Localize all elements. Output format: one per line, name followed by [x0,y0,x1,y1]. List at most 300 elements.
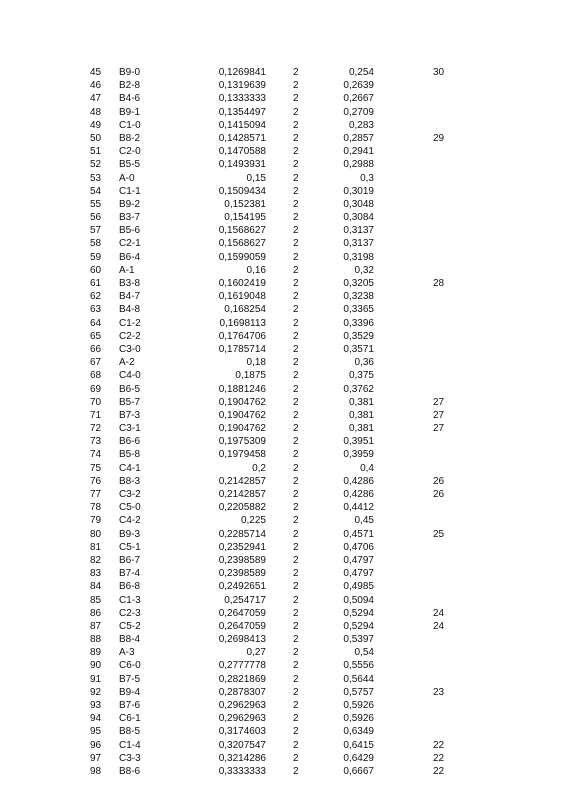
table-row [0,699,566,712]
scaled-value: 0,3529 [343,330,374,342]
data-table [0,66,566,778]
count-value: 2 [293,212,299,224]
item-code: C2-0 [119,146,141,158]
count-value: 2 [293,423,299,435]
scaled-value: 0,5757 [343,686,374,698]
scaled-value: 0,32 [354,264,374,276]
table-row [0,132,566,145]
table-row [0,554,566,567]
row-index: 62 [90,291,102,303]
item-code: C6-0 [119,660,141,672]
scaled-value: 0,5644 [343,673,374,685]
count-value: 2 [293,132,299,144]
table-row [0,145,566,158]
row-index: 48 [90,106,102,118]
item-code: B9-0 [119,67,141,78]
count-value: 2 [293,502,299,514]
row-index: 52 [90,159,102,171]
rank-value: 22 [433,765,445,777]
item-code: B8-4 [119,634,141,646]
ratio-value: 0,3207547 [218,739,266,751]
scaled-value: 0,4797 [343,554,374,566]
ratio-value: 0,1415094 [218,119,266,131]
ratio-value: 0,1904762 [218,409,266,421]
ratio-value: 0,27 [246,647,266,659]
count-value: 2 [293,317,299,329]
count-value: 2 [293,119,299,131]
table-row [0,501,566,514]
table-row [0,712,566,725]
ratio-value: 0,2777778 [218,660,266,672]
item-code: B6-5 [119,383,141,395]
ratio-value: 0,2398589 [218,568,266,580]
item-code: B8-5 [119,726,141,738]
row-index: 70 [90,396,102,408]
row-index: 83 [90,568,102,580]
row-index: 90 [90,660,102,672]
table-row [0,198,566,211]
count-value: 2 [293,383,299,395]
table-row [0,567,566,580]
scaled-value: 0,5397 [343,634,374,646]
ratio-value: 0,1602419 [218,278,266,289]
table-row [0,396,566,409]
row-index: 64 [90,317,102,329]
row-index: 55 [90,198,102,210]
item-code: C1-3 [119,594,141,606]
row-index: 97 [90,752,102,764]
count-value: 2 [293,304,299,316]
scaled-value: 0,4286 [343,489,374,500]
row-index: 84 [90,581,102,593]
item-code: C2-1 [119,238,141,250]
scaled-value: 0,2639 [343,80,374,92]
table-row [0,514,566,527]
ratio-value: 0,1904762 [218,423,266,435]
row-index: 89 [90,647,102,659]
rank-value: 28 [433,278,445,289]
ratio-value: 0,1875 [235,370,266,382]
ratio-value: 0,2285714 [218,528,266,540]
count-value: 2 [293,93,299,105]
item-code: B6-4 [119,251,141,263]
table-row [0,765,566,778]
item-code: B7-6 [119,700,141,711]
table-row [0,725,566,738]
table-row [0,290,566,303]
item-code: C2-2 [119,330,141,342]
table-row [0,580,566,593]
item-code: C1-2 [119,317,141,329]
scaled-value: 0,3365 [343,304,374,316]
table-row [0,211,566,224]
item-code: B4-8 [119,304,141,316]
row-index: 76 [90,475,102,487]
scaled-value: 0,2941 [343,146,374,158]
ratio-value: 0,1470588 [218,146,266,158]
row-index: 87 [90,620,102,632]
scaled-value: 0,3205 [343,278,374,289]
item-code: B3-7 [119,212,141,224]
ratio-value: 0,1619048 [218,291,266,303]
table-row [0,119,566,132]
scaled-value: 0,381 [348,396,374,408]
ratio-value: 0,2647059 [218,607,266,619]
count-value: 2 [293,752,299,764]
ratio-value: 0,15 [246,172,266,184]
count-value: 2 [293,700,299,711]
ratio-value: 0,1785714 [218,343,266,355]
ratio-value: 0,152381 [224,198,266,210]
row-index: 93 [90,700,102,711]
table-row [0,224,566,237]
table-row [0,237,566,250]
item-code: B5-7 [119,396,141,408]
count-value: 2 [293,106,299,118]
count-value: 2 [293,489,299,500]
item-code: B7-5 [119,673,141,685]
ratio-value: 0,1493931 [218,159,266,171]
count-value: 2 [293,686,299,698]
row-index: 66 [90,343,102,355]
row-index: 96 [90,739,102,751]
rank-value: 27 [433,396,445,408]
ratio-value: 0,2821869 [218,673,266,685]
table-row [0,752,566,765]
rank-value: 23 [433,686,445,698]
item-code: A-1 [119,264,135,276]
table-row [0,541,566,554]
count-value: 2 [293,475,299,487]
item-code: C1-4 [119,739,141,751]
count-value: 2 [293,278,299,289]
row-index: 82 [90,554,102,566]
scaled-value: 0,4571 [343,528,374,540]
item-code: B9-4 [119,686,141,698]
ratio-value: 0,16 [246,264,266,276]
row-index: 77 [90,489,102,500]
ratio-value: 0,3174603 [218,726,266,738]
table-row [0,251,566,264]
item-code: C4-2 [119,515,141,527]
count-value: 2 [293,634,299,646]
scaled-value: 0,2988 [343,159,374,171]
ratio-value: 0,1333333 [218,93,266,105]
row-index: 61 [90,278,102,289]
count-value: 2 [293,620,299,632]
scaled-value: 0,6415 [343,739,374,751]
item-code: B7-4 [119,568,141,580]
item-code: B5-8 [119,449,141,461]
table-row [0,448,566,461]
item-code: C3-2 [119,489,141,500]
table-row [0,303,566,316]
count-value: 2 [293,198,299,210]
item-code: B8-3 [119,475,141,487]
scaled-value: 0,3951 [343,436,374,448]
scaled-value: 0,5294 [343,607,374,619]
table-row [0,462,566,475]
row-index: 72 [90,423,102,435]
ratio-value: 0,1764706 [218,330,266,342]
count-value: 2 [293,515,299,527]
ratio-value: 0,1568627 [218,238,266,250]
rank-value: 24 [433,607,445,619]
rank-value: 25 [433,528,445,540]
row-index: 50 [90,132,102,144]
item-code: C1-0 [119,119,141,131]
item-code: B6-8 [119,581,141,593]
item-code: C3-0 [119,343,141,355]
table-row [0,475,566,488]
count-value: 2 [293,594,299,606]
ratio-value: 0,1979458 [218,449,266,461]
item-code: C5-2 [119,620,141,632]
scaled-value: 0,3137 [343,225,374,237]
row-index: 46 [90,80,102,92]
count-value: 2 [293,607,299,619]
row-index: 54 [90,185,102,197]
count-value: 2 [293,251,299,263]
count-value: 2 [293,449,299,461]
scaled-value: 0,381 [348,409,374,421]
scaled-value: 0,375 [348,370,374,382]
count-value: 2 [293,238,299,250]
count-value: 2 [293,436,299,448]
table-row [0,79,566,92]
row-index: 78 [90,502,102,514]
item-code: B9-1 [119,106,141,118]
row-index: 91 [90,673,102,685]
count-value: 2 [293,330,299,342]
item-code: B7-3 [119,409,141,421]
item-code: B5-6 [119,225,141,237]
row-index: 49 [90,119,102,131]
table-row [0,435,566,448]
table-row [0,528,566,541]
ratio-value: 0,2398589 [218,554,266,566]
ratio-value: 0,1509434 [218,185,266,197]
scaled-value: 0,4797 [343,568,374,580]
scaled-value: 0,45 [354,515,374,527]
ratio-value: 0,2647059 [218,620,266,632]
row-index: 59 [90,251,102,263]
item-code: A-2 [119,357,135,369]
count-value: 2 [293,554,299,566]
ratio-value: 0,1904762 [218,396,266,408]
row-index: 60 [90,264,102,276]
row-index: 88 [90,634,102,646]
table-row [0,422,566,435]
row-index: 80 [90,528,102,540]
item-code: B6-7 [119,554,141,566]
count-value: 2 [293,370,299,382]
scaled-value: 0,283 [348,119,374,131]
item-code: C5-0 [119,502,141,514]
scaled-value: 0,6667 [343,765,374,777]
item-code: B3-8 [119,278,141,289]
scaled-value: 0,3048 [343,198,374,210]
ratio-value: 0,3333333 [218,765,266,777]
scaled-value: 0,3571 [343,343,374,355]
count-value: 2 [293,765,299,777]
scaled-value: 0,381 [348,423,374,435]
ratio-value: 0,154195 [224,212,266,224]
table-row [0,659,566,672]
scaled-value: 0,3396 [343,317,374,329]
item-code: B9-2 [119,198,141,210]
row-index: 94 [90,713,102,725]
row-index: 81 [90,541,102,553]
ratio-value: 0,1319639 [218,80,266,92]
scaled-value: 0,5926 [343,700,374,711]
scaled-value: 0,3 [360,172,374,184]
rank-value: 29 [433,132,445,144]
scaled-value: 0,5094 [343,594,374,606]
row-index: 53 [90,172,102,184]
row-index: 65 [90,330,102,342]
ratio-value: 0,1975309 [218,436,266,448]
row-index: 47 [90,93,102,105]
ratio-value: 0,3214286 [218,752,266,764]
table-row [0,620,566,633]
ratio-value: 0,1599059 [218,251,266,263]
table-row [0,369,566,382]
table-row [0,607,566,620]
ratio-value: 0,1568627 [218,225,266,237]
count-value: 2 [293,146,299,158]
table-row [0,356,566,369]
item-code: C4-0 [119,370,141,382]
row-index: 58 [90,238,102,250]
ratio-value: 0,2205882 [218,502,266,514]
count-value: 2 [293,647,299,659]
scaled-value: 0,3959 [343,449,374,461]
item-code: A-3 [119,647,135,659]
count-value: 2 [293,343,299,355]
row-index: 73 [90,436,102,448]
row-index: 63 [90,304,102,316]
rank-value: 27 [433,409,445,421]
item-code: B8-6 [119,765,141,777]
scaled-value: 0,4412 [343,502,374,514]
item-code: B5-5 [119,159,141,171]
scaled-value: 0,3198 [343,251,374,263]
count-value: 2 [293,541,299,553]
row-index: 56 [90,212,102,224]
item-code: C1-1 [119,185,141,197]
rank-value: 26 [433,475,445,487]
ratio-value: 0,2142857 [218,489,266,500]
ratio-value: 0,1269841 [218,67,266,78]
item-code: C3-1 [119,423,141,435]
table-row [0,172,566,185]
table-row [0,383,566,396]
table-row [0,277,566,290]
scaled-value: 0,36 [354,357,374,369]
ratio-value: 0,2962963 [218,713,266,725]
scaled-value: 0,2667 [343,93,374,105]
count-value: 2 [293,568,299,580]
rank-value: 22 [433,739,445,751]
table-row [0,739,566,752]
count-value: 2 [293,185,299,197]
table-row [0,66,566,79]
row-index: 71 [90,409,102,421]
count-value: 2 [293,739,299,751]
scaled-value: 0,2857 [343,132,374,144]
count-value: 2 [293,673,299,685]
table-row [0,158,566,171]
scaled-value: 0,6429 [343,752,374,764]
ratio-value: 0,2878307 [218,686,266,698]
rank-value: 26 [433,489,445,500]
count-value: 2 [293,660,299,672]
row-index: 68 [90,370,102,382]
item-code: C3-3 [119,752,141,764]
rank-value: 24 [433,620,445,632]
row-index: 92 [90,686,102,698]
row-index: 74 [90,449,102,461]
ratio-value: 0,2352941 [218,541,266,553]
scaled-value: 0,4985 [343,581,374,593]
count-value: 2 [293,462,299,474]
table-row [0,330,566,343]
scaled-value: 0,54 [354,647,374,659]
ratio-value: 0,2 [252,462,266,474]
scaled-value: 0,6349 [343,726,374,738]
table-row [0,686,566,699]
row-index: 67 [90,357,102,369]
table-row [0,185,566,198]
row-index: 51 [90,146,102,158]
rank-value: 30 [433,67,445,78]
rank-value: 22 [433,752,445,764]
scaled-value: 0,3238 [343,291,374,303]
ratio-value: 0,2698413 [218,634,266,646]
ratio-value: 0,1881246 [218,383,266,395]
item-code: B2-8 [119,80,141,92]
table-row [0,264,566,277]
scaled-value: 0,3084 [343,212,374,224]
scaled-value: 0,3762 [343,383,374,395]
row-index: 85 [90,594,102,606]
scaled-value: 0,3019 [343,185,374,197]
scaled-value: 0,4706 [343,541,374,553]
table-row [0,106,566,119]
ratio-value: 0,168254 [224,304,266,316]
ratio-value: 0,1354497 [218,106,266,118]
item-code: A-0 [119,172,135,184]
item-code: B8-2 [119,132,141,144]
item-code: C6-1 [119,713,141,725]
count-value: 2 [293,581,299,593]
count-value: 2 [293,726,299,738]
count-value: 2 [293,264,299,276]
scaled-value: 0,5556 [343,660,374,672]
scaled-value: 0,254 [348,67,374,78]
table-row [0,409,566,422]
count-value: 2 [293,172,299,184]
ratio-value: 0,2142857 [218,475,266,487]
count-value: 2 [293,713,299,725]
count-value: 2 [293,159,299,171]
table-row [0,317,566,330]
item-code: B9-3 [119,528,141,540]
ratio-value: 0,1698113 [219,317,266,329]
table-row [0,673,566,686]
ratio-value: 0,1428571 [218,132,266,144]
